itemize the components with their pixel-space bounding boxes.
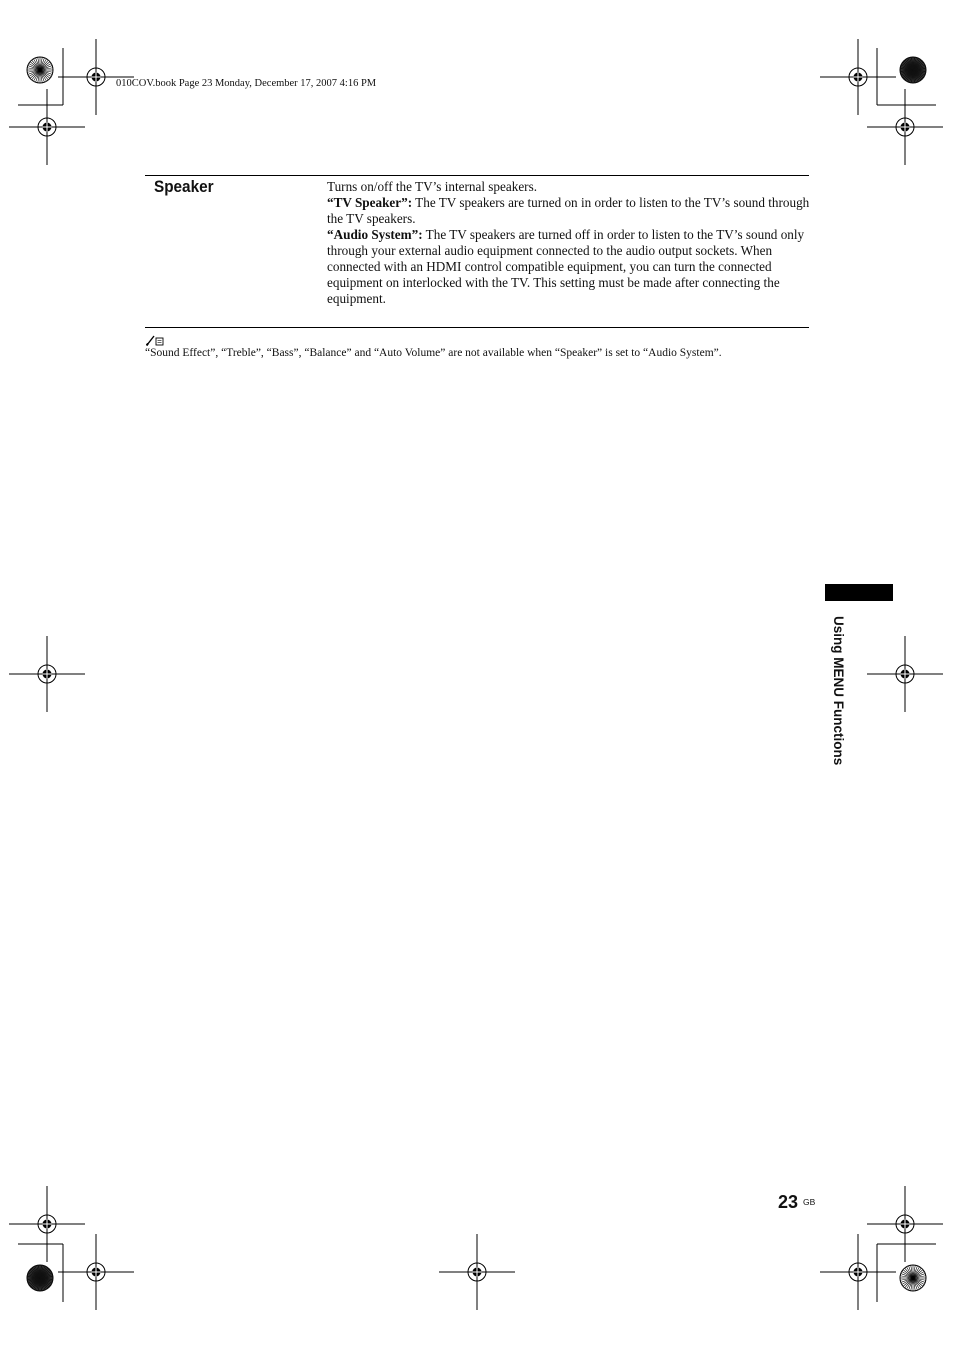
dark-star-target (27, 1265, 53, 1291)
setting-description (327, 179, 811, 307)
option-label: “TV Speaker”: (327, 195, 413, 210)
option-label: “Audio System”: (327, 227, 423, 242)
dark-star-target (900, 57, 926, 83)
registration-mark (9, 89, 85, 165)
registration-mark (867, 89, 943, 165)
star-target (900, 1265, 926, 1291)
registration-mark (439, 1234, 515, 1310)
option-text: The TV speakers are turned off in order to listen to the TV’s sound only through your external audio equipment connected to the audio output sockets. When connected with an HDMI control compatible equipment, you can turn the connected equipment on interlocked with the TV. This setting must be made after connecting the equipment. (327, 227, 805, 306)
registration-mark (867, 1186, 943, 1262)
registration-mark (867, 636, 943, 712)
setting-name-speaker: Speaker (154, 177, 214, 196)
registration-mark (9, 636, 85, 712)
section-tab-label: Using MENU Functions (831, 616, 846, 766)
page-suffix: GB (803, 1197, 816, 1207)
registration-mark (58, 1234, 134, 1310)
registration-mark (820, 39, 896, 115)
registration-mark (9, 1186, 85, 1262)
table-top-rule (145, 175, 809, 176)
option-text: The TV speakers are turned on in order to listen to the TV’s sound through the TV speakers. (327, 195, 810, 226)
setting-intro: Turns on/off the TV’s internal speakers. (327, 179, 538, 194)
print-info-header: 010COV.book Page 23 Monday, December 17, 2007 4:16 PM (116, 78, 377, 89)
note-pencil-icon (146, 334, 164, 346)
note-text: “Sound Effect”, “Treble”, “Bass”, “Balance” and “Auto Volume” are not available when “Speaker” is set to “Audio System”. (145, 347, 722, 359)
section-tab-marker (825, 584, 893, 601)
star-target (27, 57, 53, 83)
registration-mark (58, 39, 134, 115)
page-number: 23 (778, 1192, 799, 1212)
option-audio-system (327, 227, 811, 307)
option-tv-speaker (327, 195, 811, 227)
registration-mark (820, 1234, 896, 1310)
table-bottom-rule (145, 327, 809, 328)
